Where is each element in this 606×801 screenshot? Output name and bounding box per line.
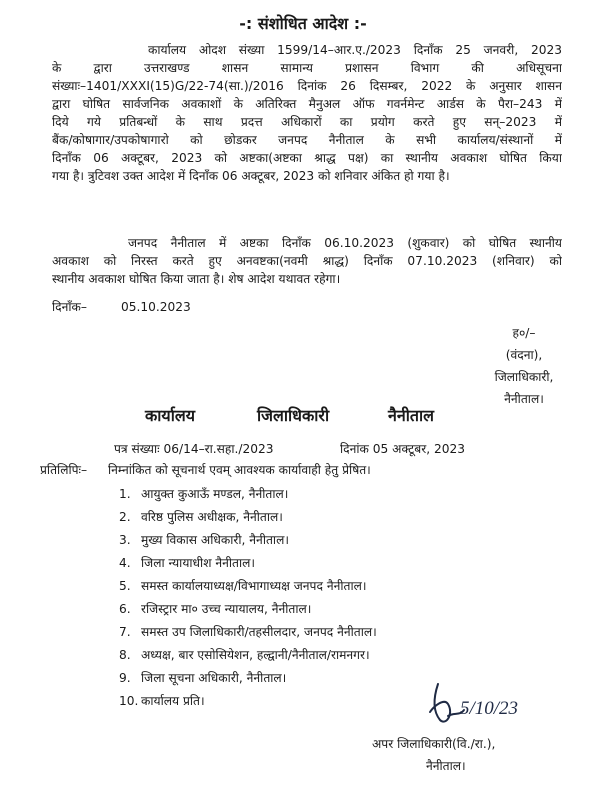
- item-text: कार्यालय प्रति।: [141, 694, 205, 708]
- list-item: [119, 483, 377, 506]
- paragraph-line: दिनाँक 06 अक्टूबर, 2023 को अष्टका(अष्टका श्राद्ध पक्ष) का स्थानीय अवकाश घोषित किया: [52, 151, 562, 165]
- signatory-designation: जिलाधिकारी,: [494, 370, 554, 384]
- handwritten-signature: [424, 676, 534, 732]
- recipient-list: [119, 483, 377, 713]
- item-text: वरिष्ठ पुलिस अधीक्षक, नैनीताल।: [141, 510, 283, 524]
- item-number: 5.: [119, 579, 131, 593]
- signature-date: 5/10/23: [460, 698, 519, 719]
- paragraph-line: द्वारा घोषित सार्वजनिक अवकाशों के अतिरिक्त मैनुअल ऑफ गवर्नमेन्ट आर्डस के पैरा–243 में: [52, 97, 562, 111]
- place-label: नैनीताल: [388, 406, 435, 425]
- date-value: 05.10.2023: [121, 300, 191, 314]
- list-item: [119, 552, 377, 575]
- list-item: [119, 690, 377, 713]
- item-text: अध्यक्ष, बार एसोसियेशन, हल्द्वानी/नैनीताल/रामनगर।: [141, 648, 370, 662]
- item-text: जिला सूचना अधिकारी, नैनीताल।: [141, 671, 287, 685]
- order-date: [52, 298, 191, 315]
- paragraph-line: बैंक/कोषागार/उपकोषागारो को छोडकर जनपद नैनीताल के सभी कार्यालय/संस्थानों में: [52, 133, 562, 147]
- document-heading: -: संशोधित आदेश :-: [239, 14, 367, 33]
- list-item: [119, 529, 377, 552]
- item-text: आयुक्त कुआऊँ मण्डल, नैनीताल।: [141, 487, 289, 501]
- item-number: 3.: [119, 533, 131, 547]
- list-item: [119, 621, 377, 644]
- paragraph-original-order: [52, 41, 562, 185]
- paragraph-line: कार्यालय ओदश संख्या 1599/14–आर.ए./2023 दिनाँक 25 जनवरी, 2023: [148, 43, 562, 57]
- date-label: दिनाँक–: [52, 300, 88, 314]
- item-number: 9.: [119, 671, 131, 685]
- list-item: [119, 506, 377, 529]
- signature-block-adm: [372, 733, 495, 777]
- item-text: मुख्य विकास अधिकारी, नैनीताल।: [141, 533, 289, 547]
- paragraph-line: स्थानीय अवकाश घोषित किया जाता है। शेष आदेश यथावत रहेगा।: [52, 272, 341, 286]
- item-text: रजिस्ट्रार मा० उच्च न्यायालय, नैनीताल।: [141, 602, 312, 616]
- paragraph-line: जनपद नैनीताल में अष्टका दिनाँक 06.10.2023 (शुकवार) को घोषित स्थानीय: [128, 236, 562, 250]
- paragraph-line: अवकाश को निरस्त करते हुए अनवष्टका(नवमी श्राद्ध) दिनाँक 07.10.2023 (शनिवार) को: [52, 254, 562, 268]
- paragraph-revision: [52, 234, 562, 288]
- signatory-designation: अपर जिलाधिकारी(वि./रा.),: [372, 737, 496, 751]
- signatory-location: नैनीताल।: [426, 759, 466, 773]
- item-number: 2.: [119, 510, 131, 524]
- paragraph-line: के द्वारा उत्तराखण्ड शासन सामान्य प्रशासन विभाग की अधिसूचना: [52, 61, 562, 75]
- signatory-name: (वंदना),: [505, 348, 543, 362]
- copy-intro: निम्नांकित को सूचनार्थ एवम् आवश्यक कार्यावाही हेतु प्रेषित।: [108, 463, 371, 477]
- list-item: [119, 644, 377, 667]
- item-number: 4.: [119, 556, 131, 570]
- signature-block-dm: [468, 322, 580, 410]
- letter-number: पत्र संख्याः 06/14–रा.सहा./2023: [114, 442, 274, 456]
- item-text: समस्त कार्यालयाध्यक्ष/विभागाध्यक्ष जनपद नैनीताल।: [141, 579, 367, 593]
- copy-label: प्रतिलिपिः–: [40, 463, 88, 477]
- signed-mark: ह०/–: [512, 326, 536, 340]
- item-text: जिला न्यायाधीश नैनीताल।: [141, 556, 256, 570]
- paragraph-line: संख्याः–1401/XXXI(15)G/22-74(सा.)/2016 दिनांक 26 दिसम्बर, 2022 के अनुसार शासन: [52, 79, 562, 93]
- paragraph-line: दिये गये प्रतिबन्धों के साथ प्रदत्त अधिकारों का प्रयोग करते हुए सन्–2023 में: [52, 115, 562, 129]
- office-label: कार्यालय: [145, 406, 195, 425]
- item-number: 8.: [119, 648, 131, 662]
- letter-date: दिनांक 05 अक्टूबर, 2023: [340, 442, 465, 456]
- item-number: 1.: [119, 487, 131, 501]
- list-item: [119, 575, 377, 598]
- paragraph-line: गया है। त्रुटिवश उक्त आदेश में दिनाँक 06 अक्टूबर, 2023 को शनिवार अंकित हो गया है।: [52, 169, 450, 183]
- list-item: [119, 598, 377, 621]
- item-number: 7.: [119, 625, 131, 639]
- list-item: [119, 667, 377, 690]
- signatory-location: नैनीताल।: [504, 392, 544, 406]
- item-number: 6.: [119, 602, 131, 616]
- officer-label: जिलाधिकारी: [257, 406, 330, 425]
- item-number: 10.: [119, 694, 139, 708]
- item-text: समस्त उप जिलाधिकारी/तहसीलदार, जनपद नैनीताल।: [141, 625, 377, 639]
